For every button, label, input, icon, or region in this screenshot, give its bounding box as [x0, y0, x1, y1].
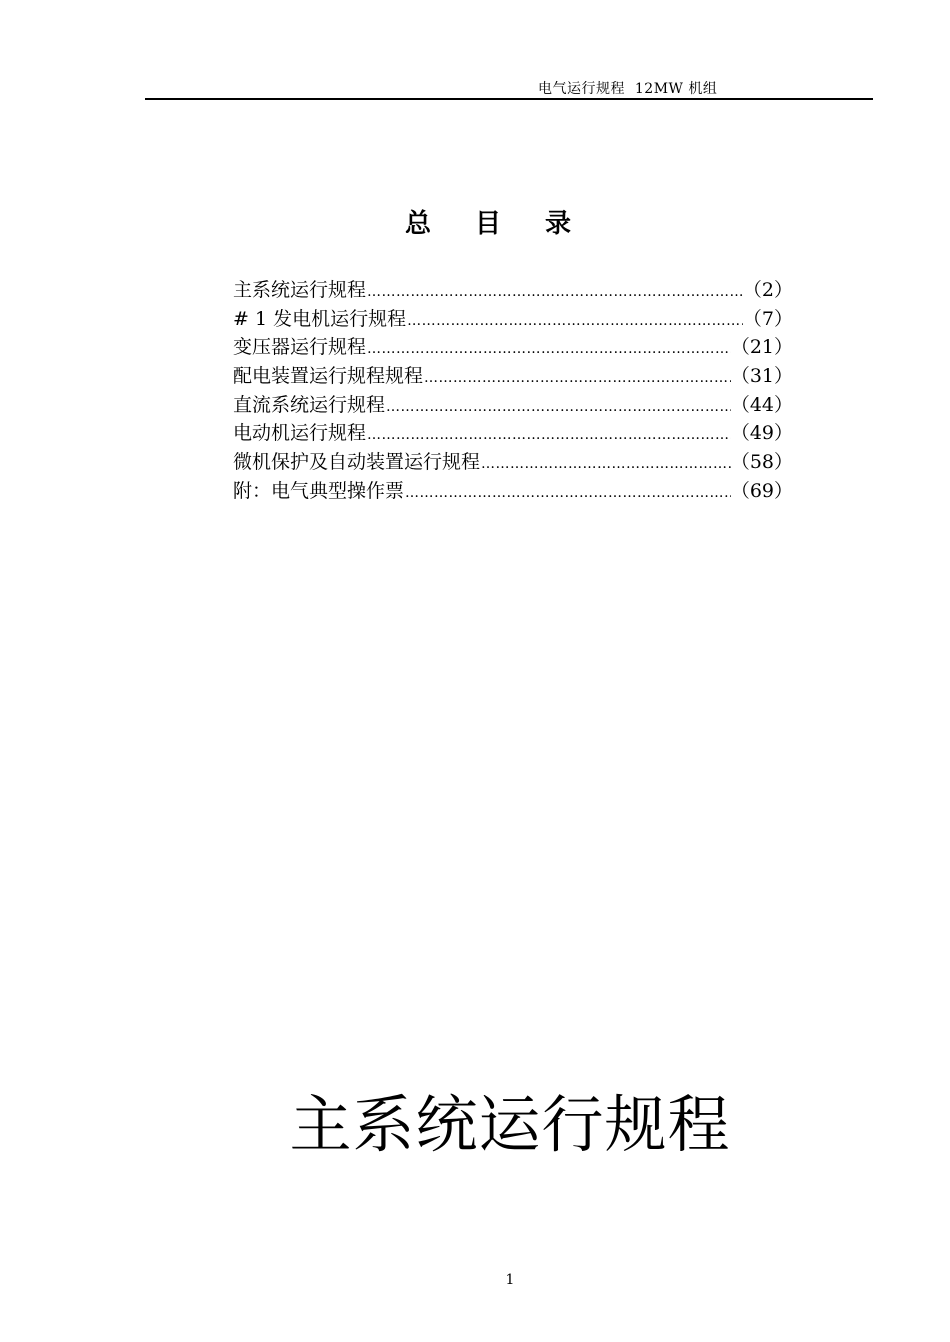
toc-entry-label: 直流系统运行规程	[233, 393, 386, 416]
dot-leader	[404, 479, 731, 508]
toc-entry-label: 附：电气典型操作票	[233, 479, 405, 502]
toc-entry[interactable]	[233, 333, 793, 362]
toc-entry-page: （69）	[730, 479, 793, 502]
toc-entry[interactable]	[233, 305, 793, 334]
toc-entry-label: 电动机运行规程	[233, 422, 367, 445]
toc-entry[interactable]	[233, 477, 793, 506]
page-number: 1	[505, 1272, 515, 1288]
toc-title: 总目录	[404, 209, 615, 239]
toc-entry-page: （49）	[730, 422, 793, 445]
toc-entry-page: （21）	[730, 336, 793, 359]
dot-leader	[423, 364, 731, 393]
toc-entry[interactable]	[233, 276, 793, 305]
dot-leader	[366, 421, 731, 450]
dot-leader	[480, 450, 731, 479]
toc-entry-label: 配电装置运行规程规程	[233, 365, 424, 388]
toc-entry-page: （31）	[730, 365, 793, 388]
dot-leader	[406, 307, 743, 336]
toc-entry[interactable]	[233, 419, 793, 448]
toc-entry-page: （7）	[742, 307, 793, 330]
toc-entry-label: 微机保护及自动装置运行规程	[233, 451, 481, 474]
header-rule	[145, 98, 873, 100]
toc-entry-label: 主系统运行规程	[233, 279, 367, 301]
dot-leader	[366, 278, 743, 307]
toc-entry-page: （44）	[730, 393, 793, 416]
toc-entry-page: （2）	[742, 279, 793, 301]
toc-entry-page: （58）	[730, 451, 793, 474]
toc-entry[interactable]	[233, 362, 793, 391]
toc-entry-label: # 1 发电机运行规程	[233, 307, 407, 330]
table-of-contents	[233, 276, 793, 506]
running-header: 电气运行规程 12MW 机组	[538, 81, 718, 97]
toc-entry[interactable]	[233, 448, 793, 477]
toc-entry[interactable]	[233, 391, 793, 420]
dot-leader	[385, 393, 731, 422]
section-title: 主系统运行规程	[289, 1088, 731, 1161]
toc-entry-label: 变压器运行规程	[233, 336, 367, 359]
dot-leader	[366, 335, 731, 364]
